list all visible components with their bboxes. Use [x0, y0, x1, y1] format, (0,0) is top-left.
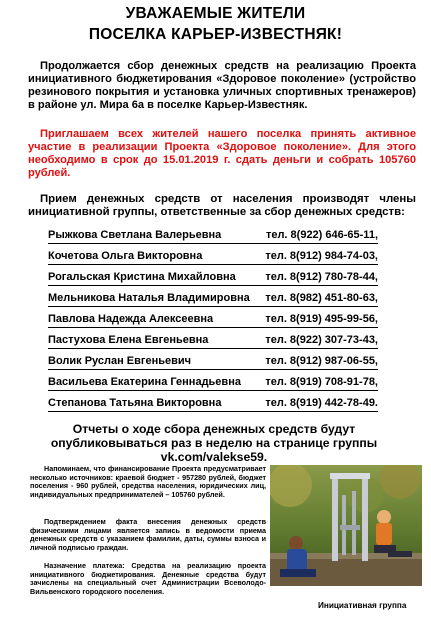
collector-name: Павлова Надежда Алексеевна — [48, 313, 214, 325]
invitation-paragraph: Приглашаем всех жителей нашего поселка принять активное участие в реализации Проекта «Здоровое поколение». Для этого необходимо в срок до 15.01.2019 г. сдать деньги и собрать 105760 рублей. — [28, 128, 416, 179]
collector-phone: тел. 8(982) 451-80-63, — [265, 292, 378, 304]
collector-name: Пастухова Елена Евгеньевна — [48, 334, 209, 346]
funding-note: Напоминаем, что финансирование Проекта предусматривает несколько источников: краевой бюджет - 957280 рублей, бюджет поселения - 960 рублей, средства населения, юридических лиц, индивидуальных предпринимателей – 105760 рублей. — [30, 464, 266, 499]
collector-row — [48, 354, 378, 370]
outdoor-gym-photo — [270, 465, 422, 586]
collector-row — [48, 270, 378, 286]
collector-name: Рыжкова Светлана Валерьевна — [48, 229, 222, 241]
collector-name: Степанова Татьяна Викторовна — [48, 397, 222, 409]
payment-purpose-note: Назначение платежа: Средства на реализацию проекта инициативного бюджетирования. Денежные средства будут зачислены на специальный счет Администрации Всеволодо-Вильвенского городского поселения. — [30, 561, 266, 596]
collector-name: Волик Руслан Евгеньевич — [48, 355, 192, 367]
title-line-2: ПОСЕЛКА КАРЬЕР-ИЗВЕСТНЯК! — [88, 26, 343, 43]
collector-phone: тел. 8(919) 708-91-78, — [265, 376, 378, 388]
collector-phone: тел. 8(912) 987-06-55, — [265, 355, 378, 367]
collector-phone: тел. 8(919) 442-78-49. — [265, 397, 378, 409]
collector-row — [48, 312, 378, 328]
collector-row — [48, 375, 378, 391]
intro-paragraph: Продолжается сбор денежных средств на реализацию Проекта инициативного бюджетирования «Здоровое поколение» (устройство резинового покрытия и установка уличных спортивных тренажеров) в районе ул. Мира 6а в поселке Карьер-Известняк. — [28, 60, 416, 111]
collector-phone: тел. 8(922) 307-73-43, — [265, 334, 378, 346]
collector-name: Кочетова Ольга Викторовна — [48, 250, 203, 262]
collector-phone: тел. 8(912) 984-74-03, — [265, 250, 378, 262]
collector-row — [48, 333, 378, 349]
collector-phone: тел. 8(912) 780-78-44, — [265, 271, 378, 283]
confirmation-note: Подтверждением факта внесения денежных средств физическими лицами является запись в ведомости приема денежных средств с указанием фамилии, даты, суммы взноса и личной подписью граждан. — [30, 517, 266, 552]
title-line-1: УВАЖАЕМЫЕ ЖИТЕЛИ — [125, 5, 306, 22]
collectors-intro: Прием денежных средств от населения производят члены инициативной группы, ответственные за сбор денежных средств: — [28, 193, 416, 218]
collector-row — [48, 228, 378, 244]
outdoor-gym-photo-illustration — [270, 465, 422, 586]
collector-name: Васильева Екатерина Геннадьевна — [48, 376, 241, 388]
collector-name: Мельникова Наталья Владимировна — [48, 292, 250, 304]
signature: Инициативная группа — [318, 601, 407, 610]
collector-row — [48, 291, 378, 307]
reports-notice: Отчеты о ходе сбора денежных средств будут опубликовываться раз в неделю на странице группы vk.com/valekse59. — [50, 422, 378, 464]
collector-row — [48, 249, 378, 265]
collector-row — [48, 396, 378, 412]
collector-name: Рогальская Кристина Михайловна — [48, 271, 236, 283]
collector-phone: тел. 8(922) 646-65-11, — [265, 229, 378, 241]
collector-phone: тел. 8(919) 495-99-56, — [265, 313, 378, 325]
